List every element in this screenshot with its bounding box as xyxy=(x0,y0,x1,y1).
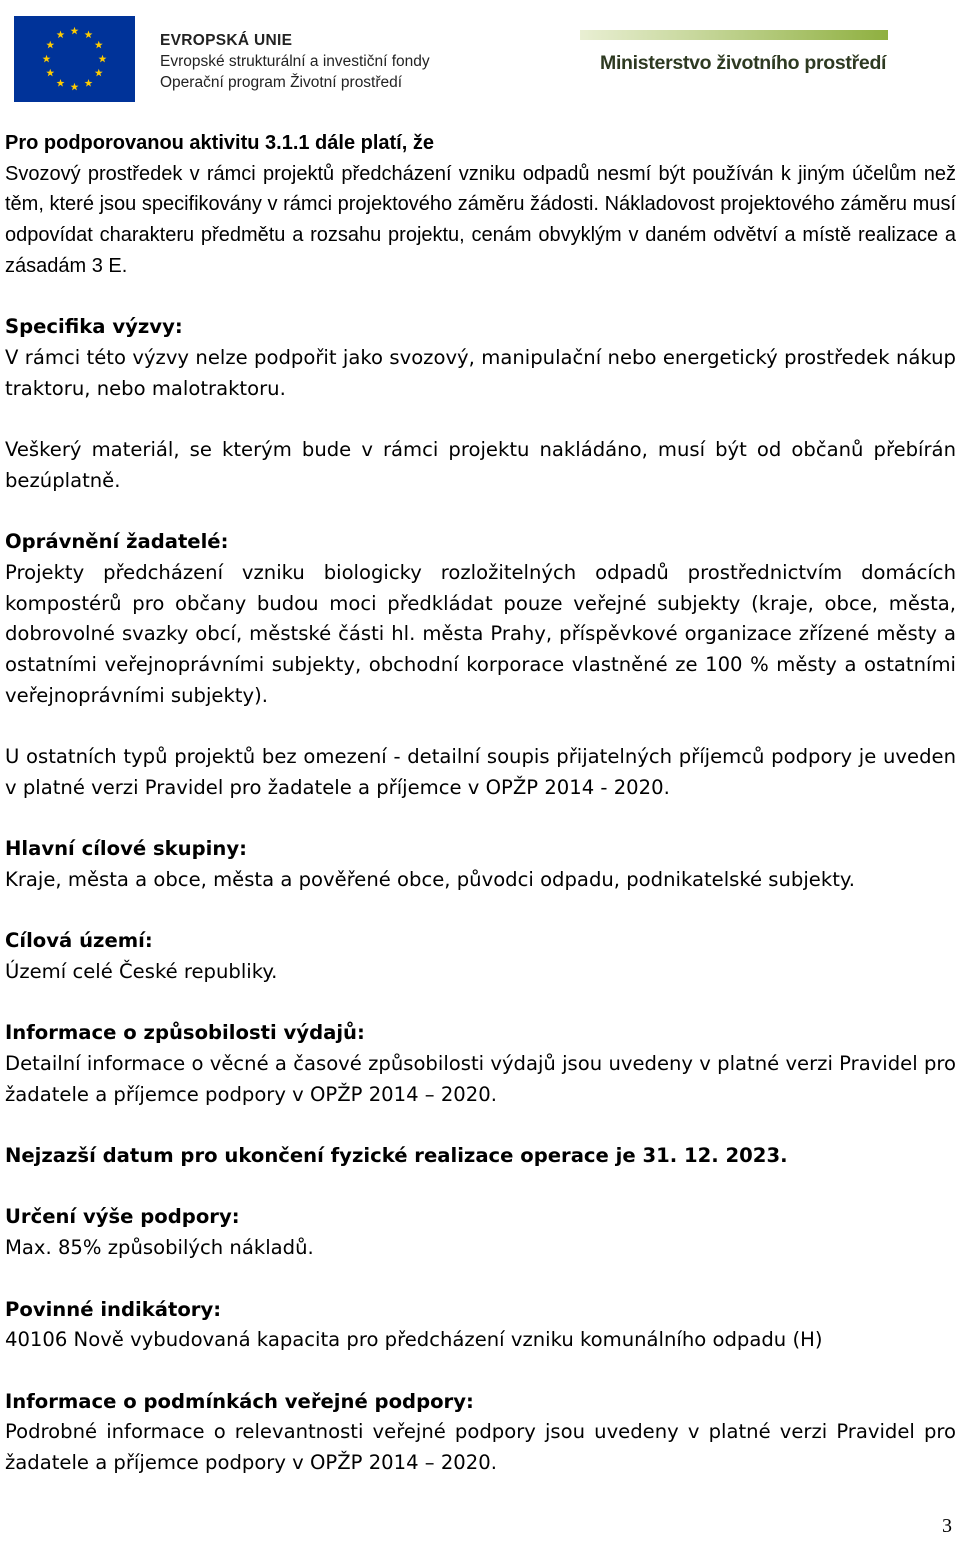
eu-flag-icon xyxy=(14,16,135,102)
section-text: Svozový prostředek v rámci projektů předcházení vzniku odpadů nesmí být používán k jiným účelům než těm, které jsou specifikovány v rámci projektového záměru žádosti. Nákladovost projektového záměru musí odpovídat charakteru předmětu a rozsahu projektu, cenám obvyklým v daném odvětví a místě realizace a zásadám 3 E. xyxy=(5,162,956,277)
section-text: Podrobné informace o relevantnosti veřejné podpory jsou uvedeny v platné verzi Pravidel pro žadatele a příjemce podpory v OPŽP 2014 – 2020. xyxy=(5,1420,956,1475)
eu-title: EVROPSKÁ UNIE xyxy=(160,32,293,49)
section-text: Území celé České republiky. xyxy=(5,959,278,983)
section-heading: Určení výše podpory: xyxy=(5,1205,240,1229)
section-text: 40106 Nově vybudovaná kapacita pro předcházení vzniku komunálního odpadu (H) xyxy=(5,1328,823,1352)
section-text: U ostatních typů projektů bez omezení - detailní soupis přijatelných příjemců podpory je uveden v platné verzi Pravidel pro žadatele a příjemce v OPŽP 2014 - 2020. xyxy=(5,745,956,799)
ministry-bar-icon xyxy=(580,30,888,40)
section-heading: Oprávnění žadatelé: xyxy=(5,530,229,554)
section-heading: Specifika výzvy: xyxy=(5,315,183,339)
section-text: Max. 85% způsobilých nákladů. xyxy=(5,1236,314,1260)
section-text: V rámci této výzvy nelze podpořit jako svozový, manipulační nebo energetický prostředek nákup traktoru, nebo malotraktoru. xyxy=(5,345,956,400)
section-heading: Pro podporovanou aktivitu 3.1.1 dále platí, že xyxy=(5,132,434,154)
document-body xyxy=(5,128,956,1479)
section-heading: Informace o způsobilosti výdajů: xyxy=(5,1021,365,1045)
ministry-logo xyxy=(580,30,890,82)
page-number: 3 xyxy=(942,1515,952,1537)
section-text: Kraje, města a obce, města a pověřené obce, původci odpadu, podnikatelské subjekty. xyxy=(5,867,855,891)
eu-program: Operační program Životní prostředí xyxy=(160,74,403,91)
section-text: Detailní informace o věcné a časové způsobilosti výdajů jsou uvedeny v platné verzi Pravidel pro žadatele a příjemce podpory v OPŽP 2014 – 2020. xyxy=(5,1051,956,1106)
eu-funding-text xyxy=(160,30,430,93)
section-heading: Hlavní cílové skupiny: xyxy=(5,837,247,861)
section-text: Projekty předcházení vzniku biologicky rozložitelných odpadů prostřednictvím domácích kompostérů pro občany budou moci předkládat pouze veřejné subjekty (kraje, obce, města, dobrovolné svazky obcí, městské části hl. města Prahy, příspěvkové organizace zřízené městy a ostatními veřejnoprávními subjekty, obchodní korporace vlastněné ze 100 % městy a ostatními veřejnoprávními subjekty). xyxy=(5,560,956,707)
section-text: Veškerý materiál, se kterým bude v rámci projektu nakládáno, musí být od občanů přebírán bezúplatně. xyxy=(5,438,956,492)
section-heading: Informace o podmínkách veřejné podpory: xyxy=(5,1389,474,1413)
ministry-name: Ministerstvo životního prostředí xyxy=(600,52,887,74)
section-heading: Povinné indikátory: xyxy=(5,1297,222,1321)
section-heading: Cílová území: xyxy=(5,929,153,953)
eu-subtitle: Evropské strukturální a investiční fondy xyxy=(160,53,430,70)
section-heading: Nejzazší datum pro ukončení fyzické realizace operace je 31. 12. 2023. xyxy=(5,1144,788,1168)
page-header xyxy=(0,0,960,112)
